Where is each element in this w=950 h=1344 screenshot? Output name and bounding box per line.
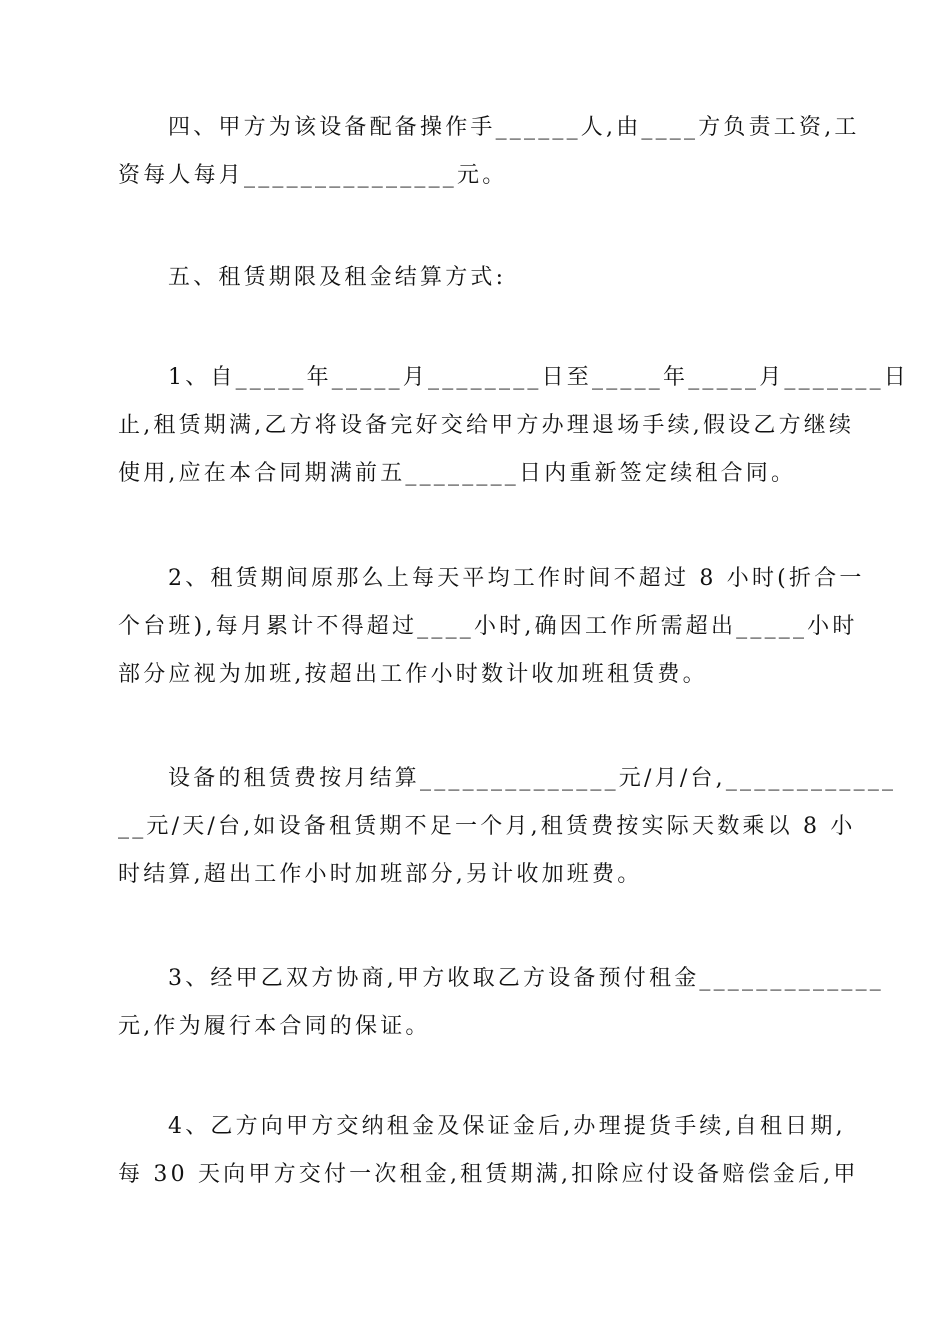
text-line: 时结算,超出工作小时加班部分,另计收加班费。 <box>118 862 643 887</box>
text-line: 四、甲方为该设备配备操作手______人,由____方负责工资,工 <box>168 115 860 140</box>
paragraph-payment-schedule <box>118 1113 859 1209</box>
text-line: 个台班),每月累计不得超过____小时,确因工作所需超出_____小时 <box>118 614 858 639</box>
text-line: 4、乙方向甲方交纳租金及保证金后,办理提货手续,自租日期, <box>168 1114 846 1139</box>
text-line: 1、自_____年_____月________日至_____年_____月_______日 <box>168 365 909 390</box>
paragraph-lease-period <box>118 364 909 508</box>
text-line: 元,作为履行本合同的保证。 <box>118 1014 431 1039</box>
text-line: 2、租赁期间原那么上每天平均工作时间不超过 8 小时(折合一 <box>168 566 865 591</box>
text-line: __元/天/台,如设备租赁期不足一个月,租赁费按实际天数乘以 8 小 <box>118 814 856 839</box>
text-line: 使用,应在本合同期满前五________日内重新签定续租合同。 <box>118 461 797 486</box>
section-heading: 五、租赁期限及租金结算方式: <box>168 265 507 290</box>
text-line: 每 30 天向甲方交付一次租金,租赁期满,扣除应付设备赔偿金后,甲 <box>118 1162 859 1187</box>
text-line: 设备的租赁费按月结算______________元/月/台,____________ <box>168 766 897 791</box>
text-line: 部分应视为加班,按超出工作小时数计收加班租赁费。 <box>118 662 708 687</box>
paragraph-deposit <box>118 965 884 1061</box>
paragraph-working-hours <box>118 565 865 709</box>
paragraph-rental-fee <box>118 765 897 909</box>
paragraph-operator-wages <box>118 114 860 210</box>
paragraph-lease-term-heading <box>118 264 834 312</box>
text-line: 资每人每月_______________元。 <box>118 163 508 188</box>
text-line: 3、经甲乙双方协商,甲方收取乙方设备预付租金_____________ <box>168 966 884 991</box>
text-line: 止,租赁期满,乙方将设备完好交给甲方办理退场手续,假设乙方继续 <box>118 413 855 438</box>
